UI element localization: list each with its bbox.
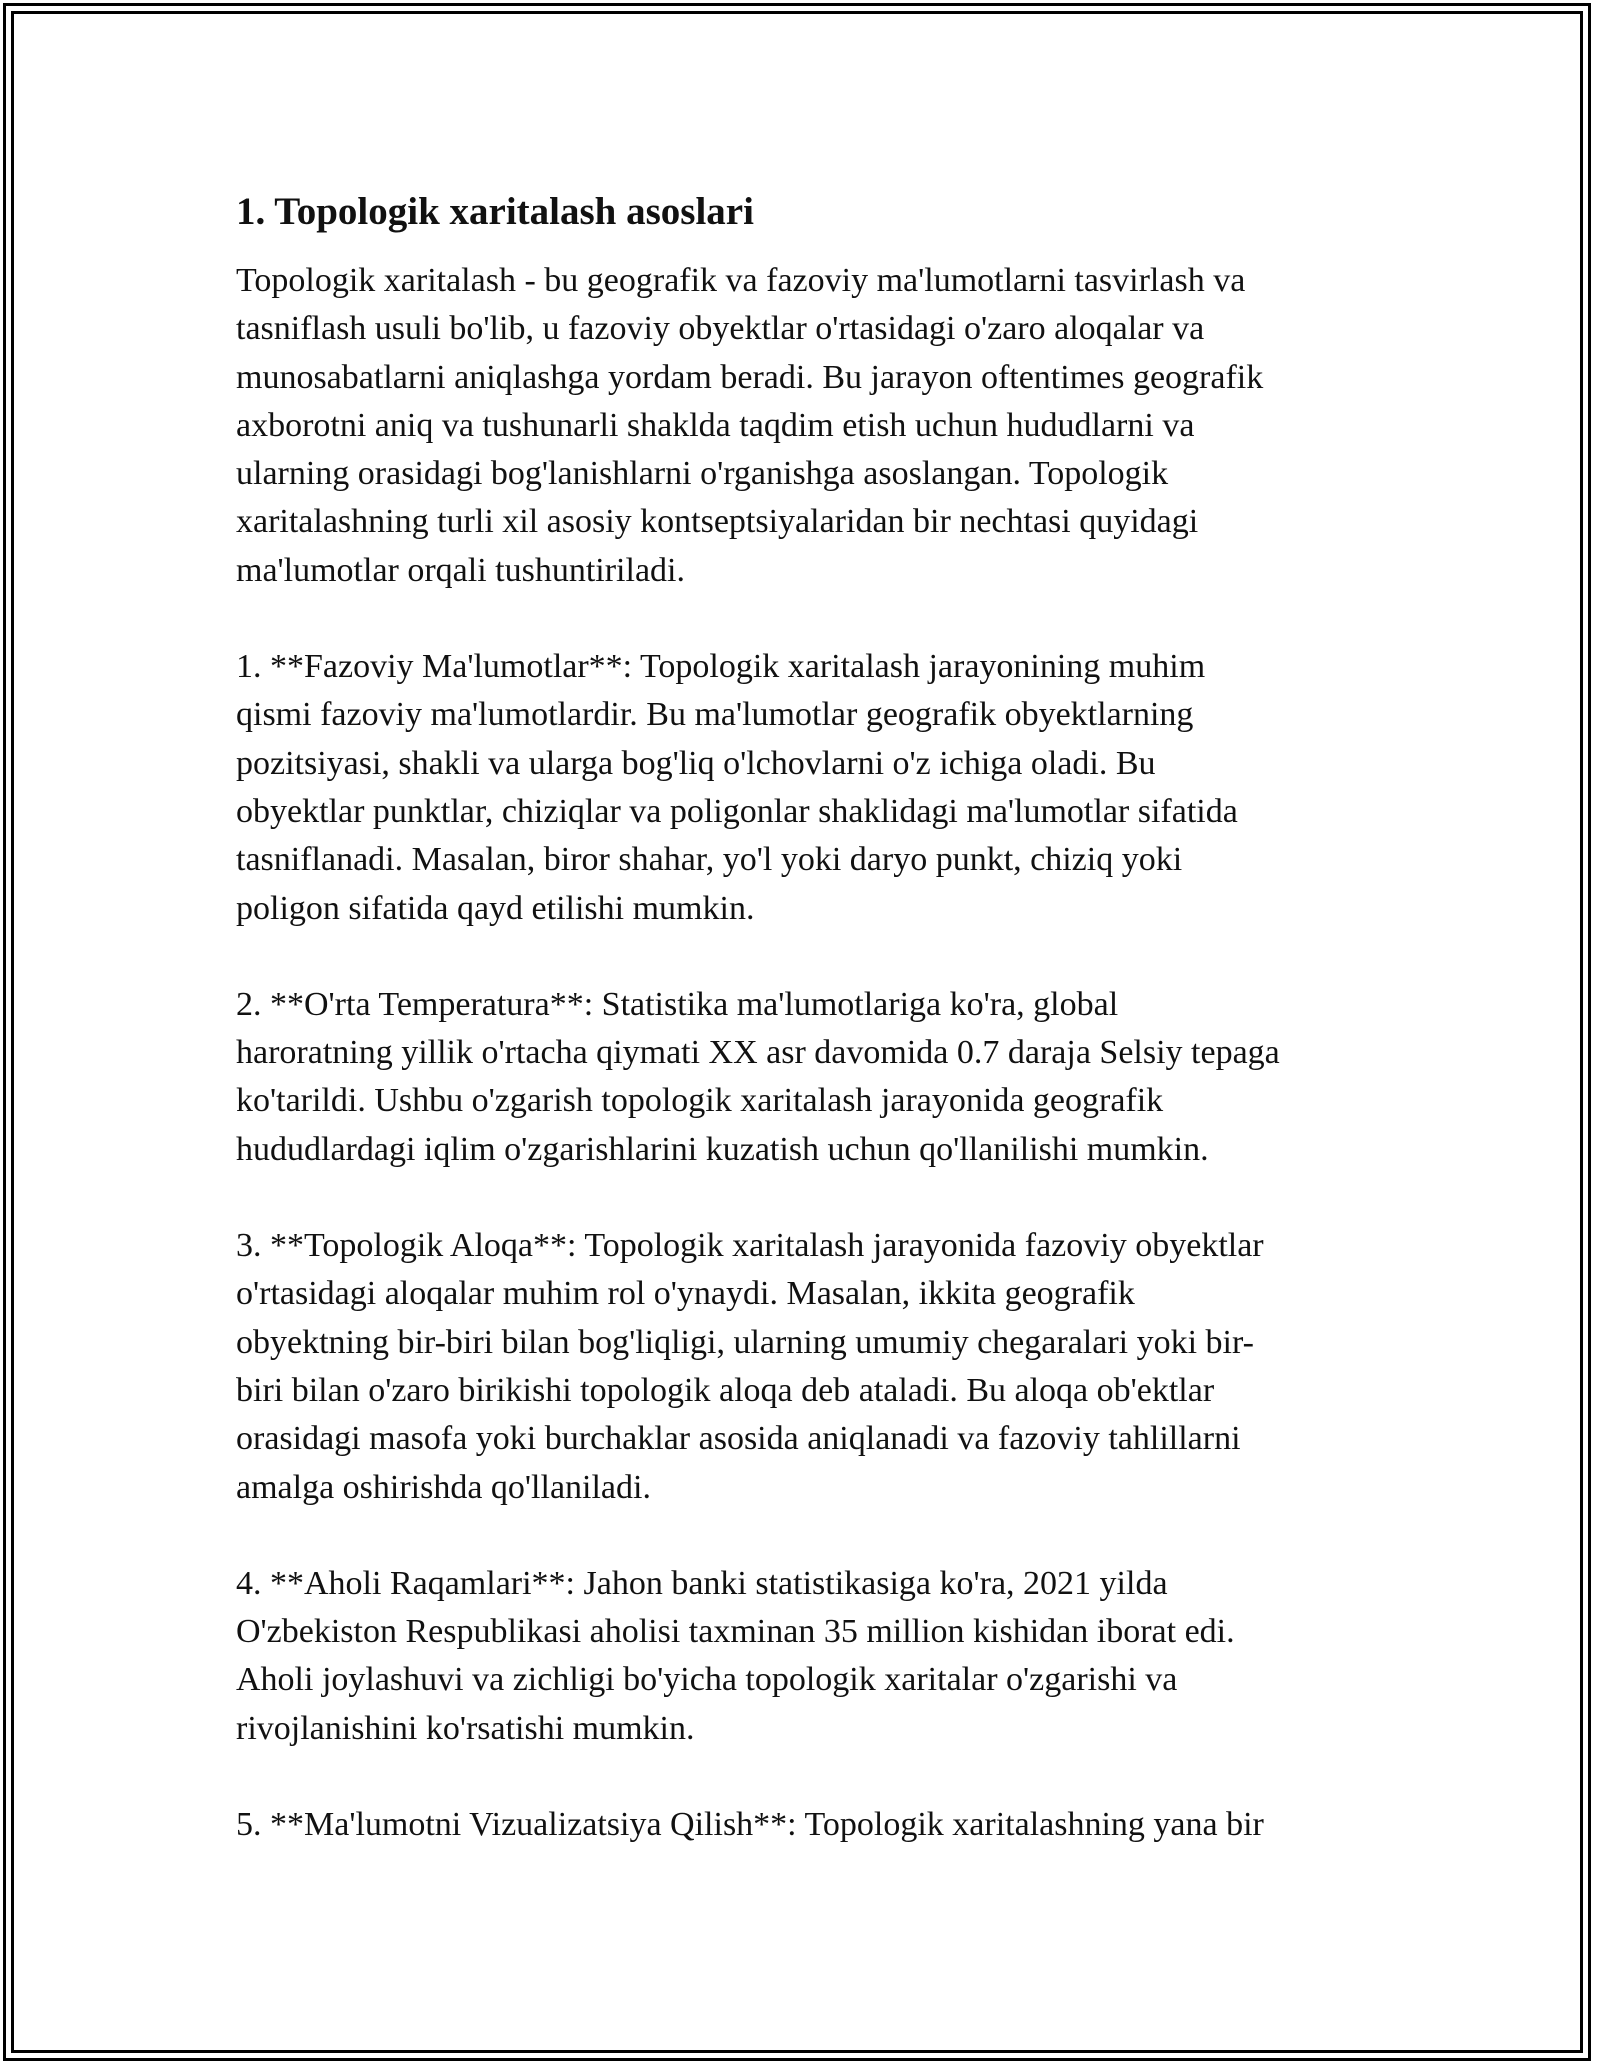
intro-paragraph: Topologik xaritalash - bu geografik va fazoviy ma'lumotlarni tasvirlash va tasniflash usuli bo'lib, u fazoviy obyektlar o'rtasidagi o'zaro aloqalar va munosabatlarni aniqlashga yordam beradi. Bu jarayon oftentimes geografik axborotni aniq va tushunarli shaklda taqdim etish uchun hududlarni va ularning orasidagi bog'lanishlarni o'rganishga asoslangan. Topologik xaritalashning turli xil asosiy kontseptsiyalaridan bir nechtasi quyidagi ma'lumotlar orqali tushuntiriladi.	[236, 262, 1264, 589]
section-heading: 1. Topologik xaritalash asoslari	[236, 190, 754, 233]
item-topologik-aloqa: 3. **Topologik Aloqa**: Topologik xaritalash jarayonida fazoviy obyektlar o'rtasidagi aloqalar muhim rol o'ynaydi. Masalan, ikkita geografik obyektning bir-biri bilan bog'liqligi, ularning umumiy chegaralari yoki bir- biri bilan o'zaro birikishi topologik aloqa deb ataladi. Bu aloqa ob'ektlar orasidagi masofa yoki burchaklar asosida aniqlanadi va fazoviy tahlillarni amalga oshirishda qo'llaniladi.	[236, 1227, 1264, 1506]
item-vizualizatsiya: 5. **Ma'lumotni Vizualizatsiya Qilish**: Topologik xaritalashning yana bir	[236, 1806, 1264, 1844]
item-aholi-raqamlari: 4. **Aholi Raqamlari**: Jahon banki statistikasiga ko'ra, 2021 yilda O'zbekiston Respublikasi aholisi taxminan 35 million kishidan iborat edi. Aholi joylashuvi va zichligi bo'yicha topologik xaritalar o'zgarishi va rivojlanishini ko'rsatishi mumkin.	[236, 1564, 1235, 1747]
item-fazoviy-malumotlar: 1. **Fazoviy Ma'lumotlar**: Topologik xaritalash jarayonining muhim qismi fazoviy ma'lumotlardir. Bu ma'lumotlar geografik obyektlarning pozitsiyasi, shakli va ularga bog'liq o'lchovlarni o'z ichiga oladi. Bu obyektlar punktlar, chiziqlar va poligonlar shaklidagi ma'lumotlar sifatida tasniflanadi. Masalan, biror shahar, yo'l yoki daryo punkt, chiziq yoki poligon sifatida qayd etilishi mumkin.	[236, 648, 1238, 927]
item-orta-temperatura: 2. **O'rta Temperatura**: Statistika ma'lumotlariga ko'ra, global haroratning yillik o'rtacha qiymati XX asr davomida 0.7 daraja Selsiy tepaga ko'tarildi. Ushbu o'zgarish topologik xaritalash jarayonida geografik hududlardagi iqlim o'zgarishlarini kuzatish uchun qo'llanilishi mumkin.	[236, 985, 1280, 1168]
document-body	[236, 185, 1366, 1849]
